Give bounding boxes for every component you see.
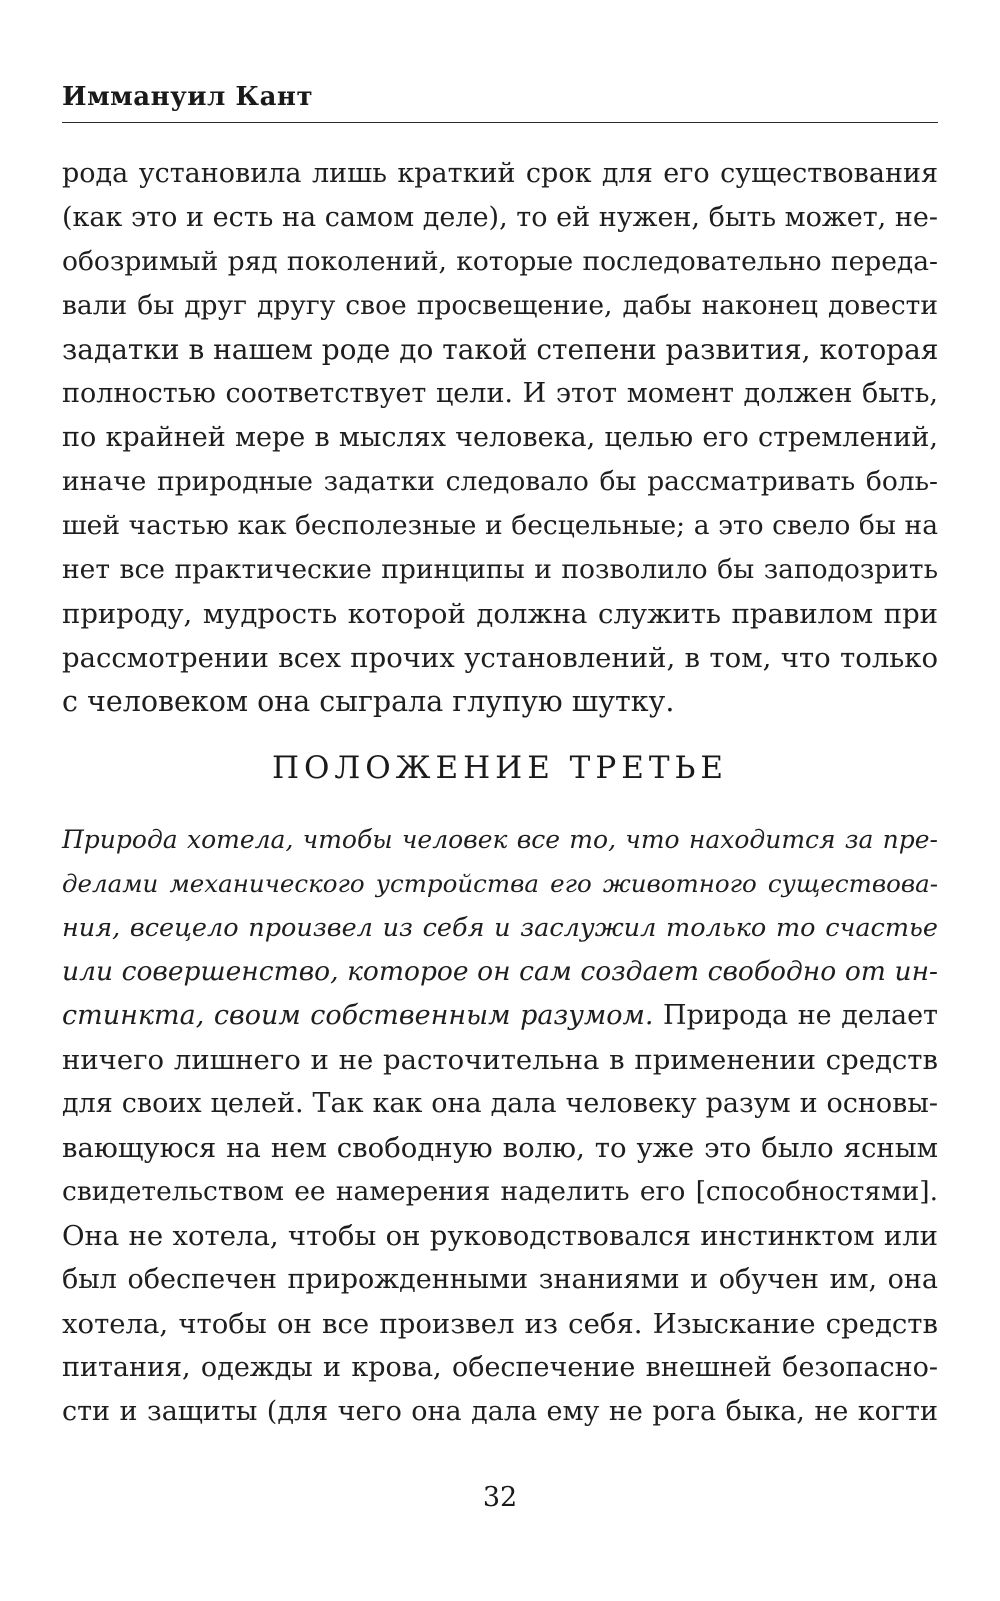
text-line: был обеспечен прирожденными знаниями и обучен им, она <box>62 1264 938 1295</box>
text-line: питания, одежды и крова, обеспечение внешней безопасно- <box>62 1352 938 1383</box>
paragraph-section-three <box>62 818 938 1434</box>
text-line: (как это и есть на самом деле), то ей нужен, быть может, не- <box>62 202 938 233</box>
text-line: задатки в нашем роде до такой степени развития, которая <box>62 333 939 366</box>
text-line: вали бы друг другу свое просвещение, дабы наконец довести <box>62 290 938 321</box>
italic-thesis-line: Природа хотела, чтобы человек все то, что находится за пре- <box>62 825 938 854</box>
page-number: 32 <box>482 1482 518 1513</box>
italic-thesis-line: или совершенство, которое он сам создает свободно от ин- <box>62 956 938 987</box>
text-line: с человеком она сыграла глупую шутку. <box>62 685 675 718</box>
section-heading: ПОЛОЖЕНИЕ ТРЕТЬЕ <box>271 750 729 786</box>
text-line: шей частью как бесполезные и бесцельные; а это свело бы на <box>62 510 938 541</box>
text-line: полностью соответствует цели. И этот момент должен быть, <box>62 378 938 409</box>
text-line: рассмотрении всех прочих установлений, в том, что только <box>62 642 938 674</box>
text-line: свидетельством ее намерения наделить его [способностями]. <box>62 1176 938 1207</box>
text-line: по крайней мере в мыслях человека, целью его стремлений, <box>62 422 938 453</box>
roman-text-start: Природа не делает <box>653 1000 938 1031</box>
mixed-text-line <box>62 994 938 1038</box>
text-line: ничего лишнего и не расточительна в применении средств <box>62 1044 938 1076</box>
text-line: нет все практические принципы и позволило бы заподозрить <box>62 554 938 585</box>
italic-thesis-line: ния, всецело произвел из себя и заслужил только то счастье <box>62 913 938 943</box>
running-head <box>62 78 938 123</box>
text-line: природу, мудрость которой должна служить правилом при <box>62 598 938 630</box>
italic-thesis-end: стинкта, своим собственным разумом. <box>62 1000 654 1031</box>
text-line: Она не хотела, чтобы он руководствовался инстинктом или <box>62 1220 938 1252</box>
italic-thesis-line: делами механического устройства его животного существова- <box>62 869 938 898</box>
text-line: хотела, чтобы он все произвел из себя. Изыскание средств <box>62 1308 938 1340</box>
paragraph-continuation <box>62 152 938 724</box>
text-line: обозримый ряд поколений, которые последовательно переда- <box>62 246 938 277</box>
text-line: иначе природные задатки следовало бы рассматривать боль- <box>62 466 938 497</box>
text-line: сти и защиты (для чего она дала ему не рога быка, не когти <box>62 1396 938 1427</box>
text-line: для своих целей. Так как она дала человеку разум и основы- <box>62 1088 938 1119</box>
running-head-author: Иммануил Кант <box>62 82 314 112</box>
text-line: вающуюся на нем свободную волю, то уже это было ясным <box>62 1132 938 1164</box>
text-line: рода установила лишь краткий срок для его существования <box>62 158 938 189</box>
